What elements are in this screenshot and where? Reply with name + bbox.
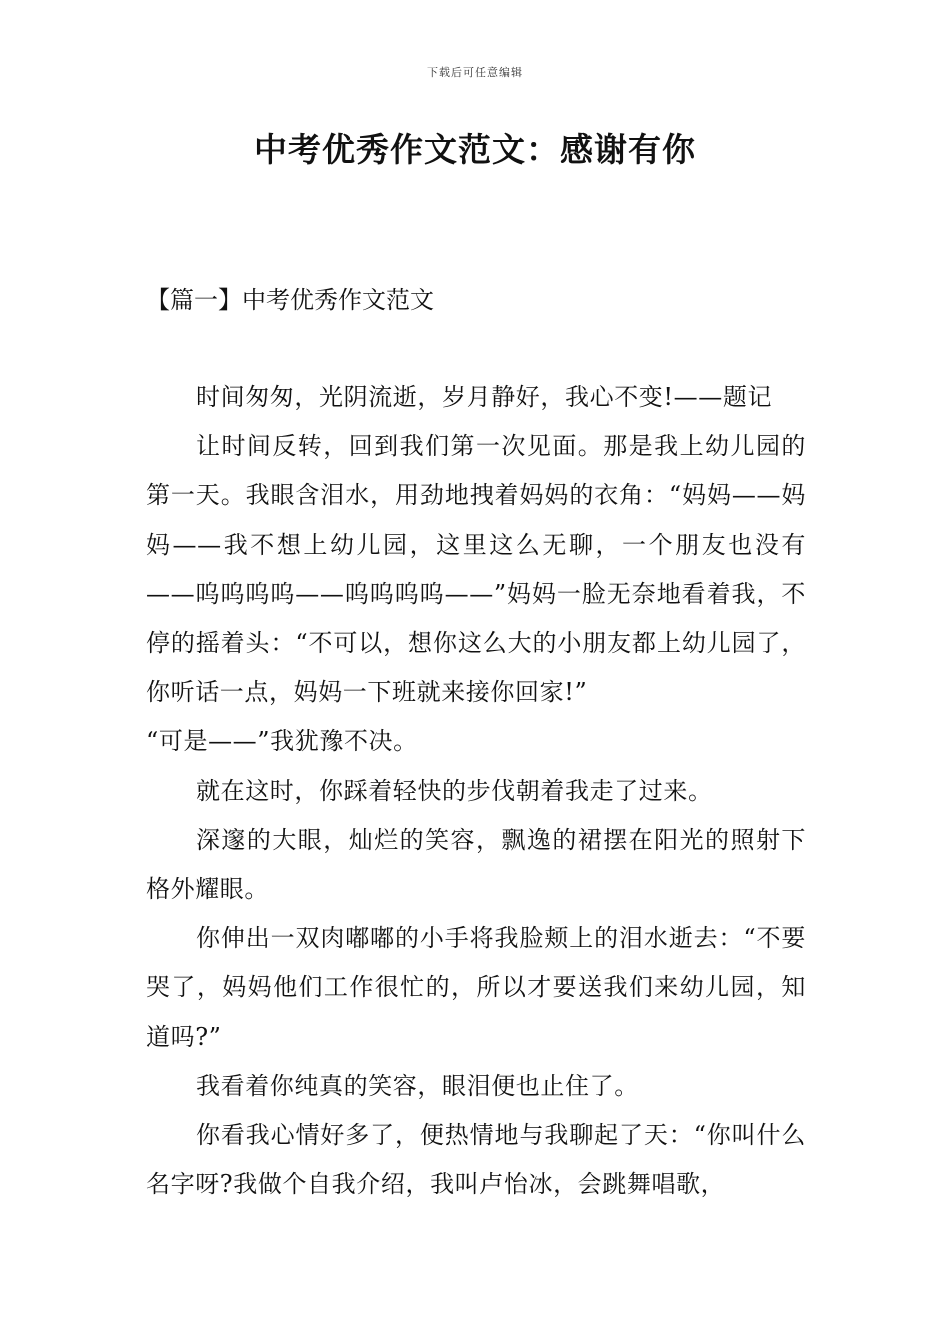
epigraph-paragraph: 时间匆匆，光阴流逝，岁月静好，我心不变!——题记 (196, 383, 773, 411)
body-paragraph: 我看着你纯真的笑容，眼泪便也止住了。 (196, 1071, 639, 1100)
body-paragraph: 你伸出一双肉嘟嘟的小手将我脸颊上的泪水逝去：“不要哭了，妈妈他们工作很忙的，所以才要送我们来幼儿园，知道吗?” (146, 924, 806, 1051)
page-title: 中考优秀作文范文：感谢有你 (254, 130, 696, 169)
body-paragraph: 就在这时，你踩着轻快的步伐朝着我走了过来。 (196, 776, 713, 805)
section-heading: 【篇一】中考优秀作文范文 (146, 286, 434, 314)
body-paragraph: “可是——”我犹豫不决。 (146, 727, 418, 756)
body-paragraph: 让时间反转，回到我们第一次见面。那是我上幼儿园的第一天。我眼含泪水，用劲地拽着妈妈的衣角：“妈妈——妈妈——我不想上幼儿园，这里这么无聊，一个朋友也没有——呜呜呜呜——呜呜呜呜——”妈妈一脸无奈地看着我，不停的摇着头：“不可以，想你这么大的小朋友都上幼儿园了，你听话一点，妈妈一下班就来接你回家!” (146, 432, 806, 707)
essay-body (146, 373, 806, 1209)
body-paragraph: 深邃的大眼，灿烂的笑容，飘逸的裙摆在阳光的照射下格外耀眼。 (146, 825, 806, 904)
header-note: 下载后可任意编辑 (427, 66, 523, 79)
body-paragraph: 你看我心情好多了，便热情地与我聊起了天：“你叫什么名字呀?我做个自我介绍，我叫卢怡冰，会跳舞唱歌， (146, 1121, 806, 1199)
